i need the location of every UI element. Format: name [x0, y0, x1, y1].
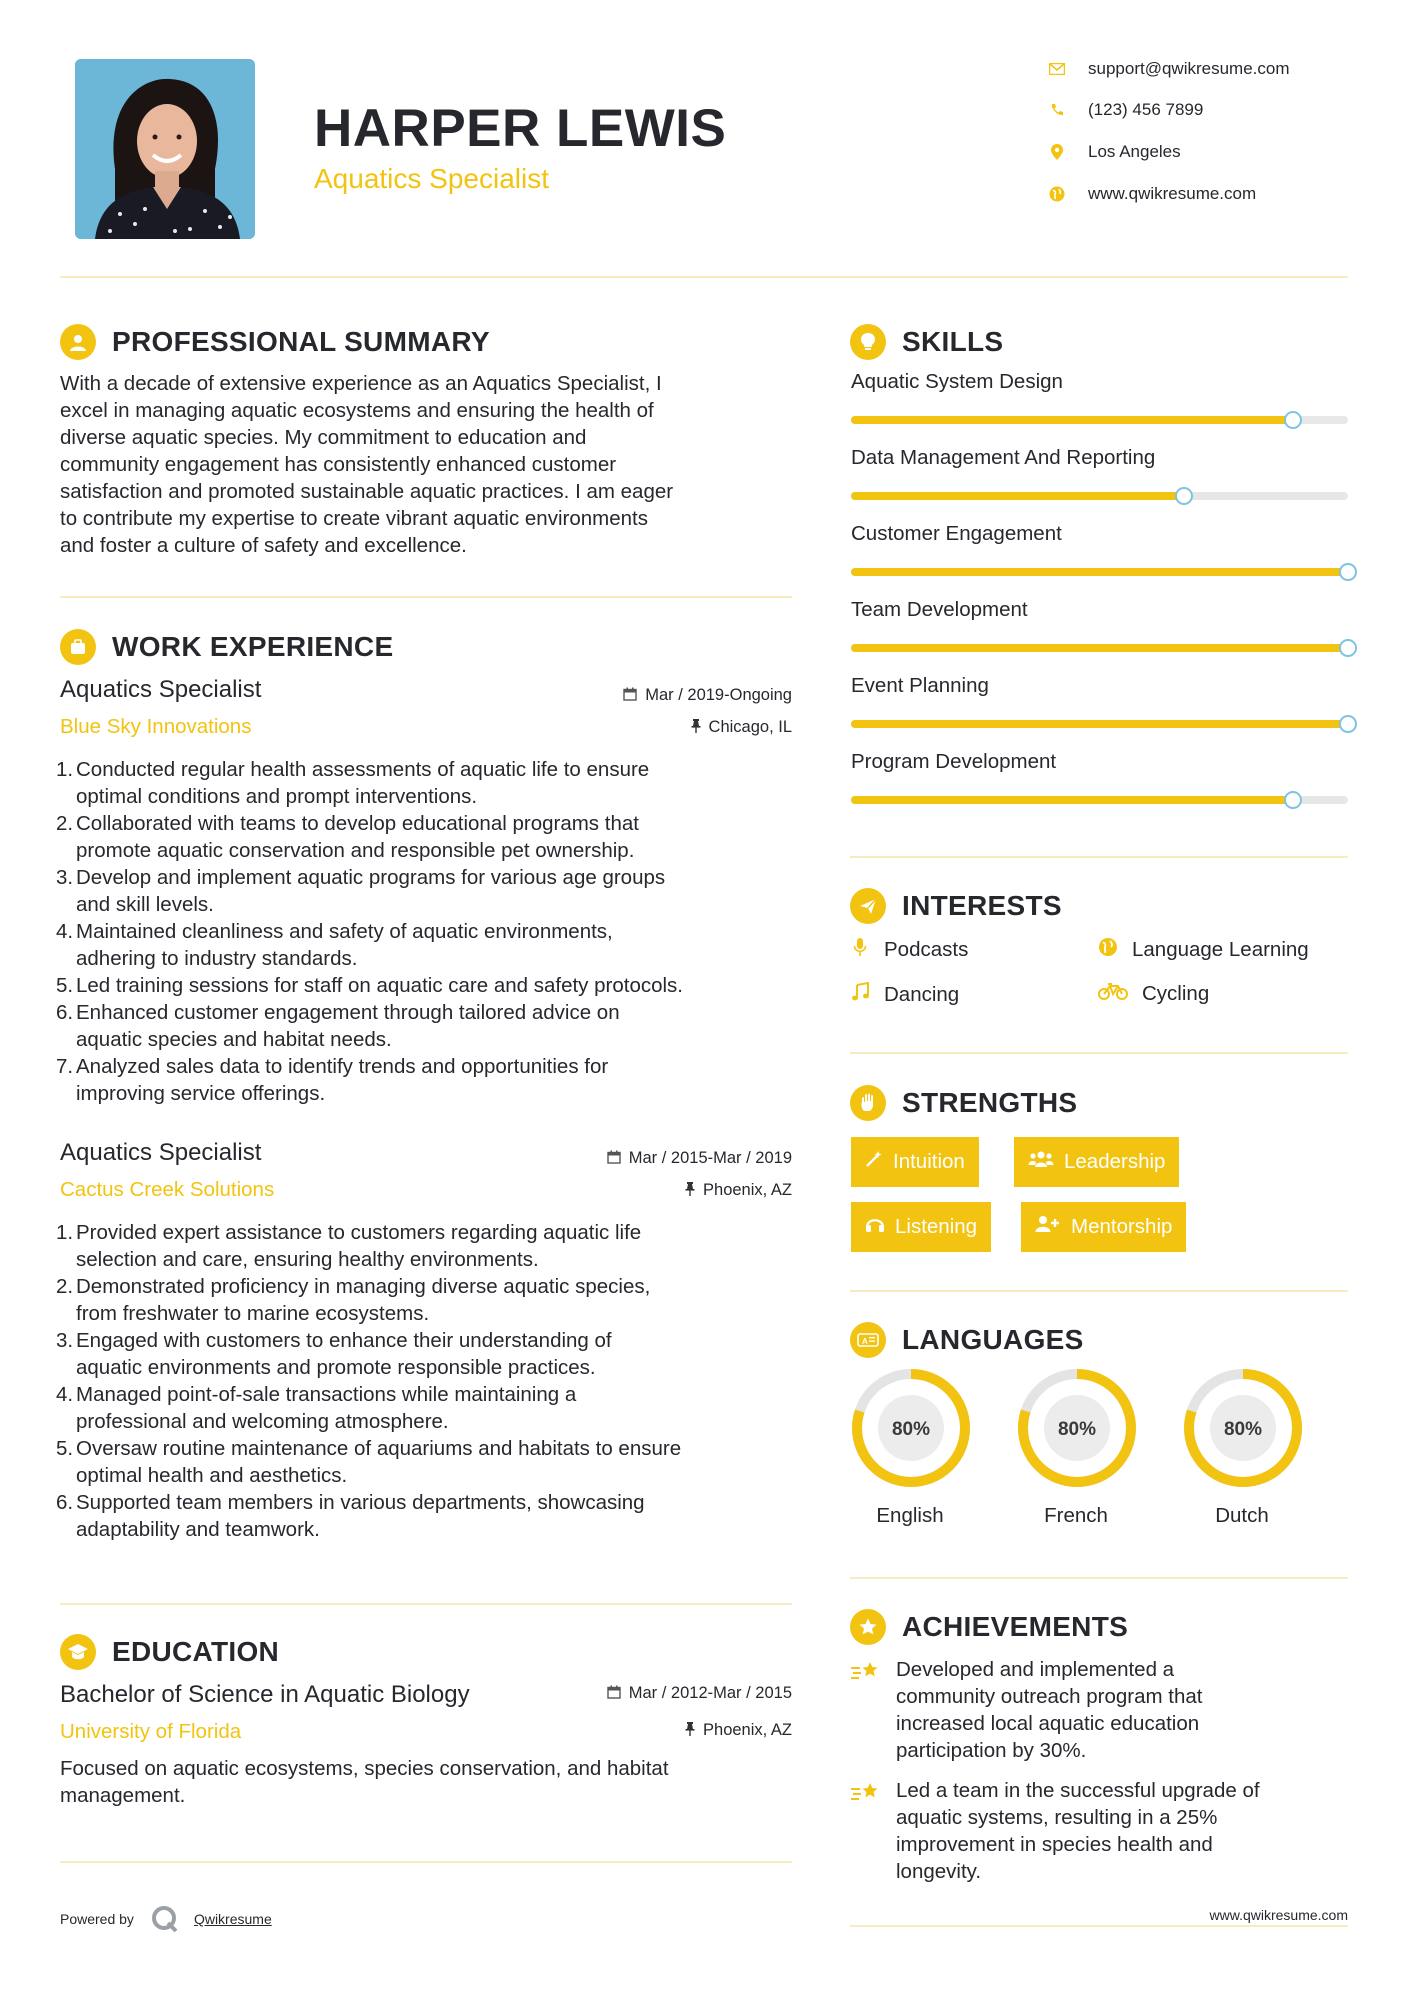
- job-title: Aquatics Specialist: [60, 676, 262, 703]
- footer-url[interactable]: www.qwikresume.com: [1209, 1907, 1348, 1923]
- summary-line: satisfaction and promoted sustainable aquatic practices. I am eager: [60, 480, 674, 503]
- skill-label: Data Management And Reporting: [851, 446, 1156, 469]
- pin-icon: [685, 1182, 695, 1199]
- list-item: 7. Analyzed sales data to identify trends and opportunities for improving service offerings.: [56, 1055, 609, 1105]
- candidate-role: Aquatics Specialist: [314, 163, 550, 194]
- strength-tag: [1021, 1202, 1186, 1252]
- skill-bar: [851, 720, 1348, 728]
- qwikresume-logo-icon: [150, 1904, 180, 1934]
- job-duties-list: [58, 756, 798, 1107]
- skill-bar: [851, 644, 1348, 652]
- calendar-icon: [607, 1150, 621, 1167]
- skill-item: [851, 674, 1348, 750]
- svg-text:A: A: [862, 1337, 868, 1346]
- mail-icon: [1046, 58, 1068, 80]
- strengths-header: [850, 1085, 1077, 1121]
- star-icon: [850, 1609, 886, 1645]
- briefcase-icon: [60, 629, 96, 665]
- globe-icon: [1046, 183, 1068, 205]
- interest-item: [850, 937, 968, 963]
- skill-bar-fill: [851, 416, 1293, 424]
- language-percent: 80%: [891, 1419, 931, 1440]
- languages-header: [850, 1322, 1084, 1358]
- phone-icon: [1046, 99, 1068, 121]
- strength-tag: [851, 1137, 979, 1187]
- job-date-text: Mar / 2019-Ongoing: [645, 686, 792, 704]
- skill-bar: [851, 568, 1348, 576]
- list-item: 2. Demonstrated proficiency in managing diverse aquatic species, from freshwater to marine ecosystems.: [56, 1275, 651, 1325]
- job-company: Blue Sky Innovations: [60, 715, 252, 738]
- graduation-cap-icon: [60, 1634, 96, 1670]
- list-item: 1. Conducted regular health assessments of aquatic life to ensure optimal conditions and prompt interventions.: [56, 758, 650, 808]
- powered-by-label: Powered by: [60, 1911, 134, 1927]
- strengths-divider: [850, 1290, 1348, 1292]
- strength-label: Leadership: [1064, 1150, 1166, 1173]
- language-ring: [850, 1367, 972, 1489]
- job-location-text: Phoenix, AZ: [703, 1181, 792, 1199]
- skill-bar-fill: [851, 644, 1348, 652]
- education-date: [540, 1684, 792, 1703]
- summary-title: PROFESSIONAL SUMMARY: [112, 326, 490, 357]
- skill-bar-knob: [1339, 715, 1357, 733]
- summary-line: and foster a culture of safety and excellence.: [60, 534, 467, 557]
- achievement-item: Developed and implemented a community outreach program that increased local aquatic education participation by 30%.: [850, 1656, 1203, 1764]
- summary-line: With a decade of extensive experience as an Aquatics Specialist, I: [60, 372, 662, 395]
- achievements-title: ACHIEVEMENTS: [902, 1611, 1129, 1642]
- skill-item: [851, 446, 1348, 522]
- summary-line: diverse aquatic species. My commitment to education and: [60, 426, 587, 449]
- job-date: [540, 1149, 792, 1168]
- magic-wand-icon: [865, 1150, 883, 1174]
- contact-location: [1046, 141, 1181, 163]
- skill-bar: [851, 796, 1348, 804]
- skill-bar-fill: [851, 720, 1348, 728]
- contact-location-text: Los Angeles: [1088, 142, 1181, 161]
- skill-bar-knob: [1339, 639, 1357, 657]
- language-item: [850, 1367, 972, 1528]
- skills-title: SKILLS: [902, 326, 1004, 357]
- skill-bar: [851, 492, 1348, 500]
- summary-divider: [60, 596, 792, 598]
- strength-tag: [851, 1202, 991, 1252]
- hand-icon: [850, 1085, 886, 1121]
- language-percent: 80%: [1057, 1419, 1097, 1440]
- candidate-name: HARPER LEWIS: [314, 99, 727, 158]
- experience-divider: [60, 1603, 792, 1605]
- interest-label: Cycling: [1142, 982, 1210, 1005]
- users-icon: [1028, 1150, 1054, 1174]
- education-date-text: Mar / 2012-Mar / 2015: [628, 1684, 792, 1702]
- summary-line: community engagement has consistently enhanced customer: [60, 453, 617, 476]
- globe-icon: [1098, 937, 1118, 963]
- interest-item: [1098, 937, 1309, 963]
- list-item: 4. Managed point-of-sale transactions while maintaining a professional and welcoming atmosphere.: [56, 1383, 577, 1433]
- list-item: 4. Maintained cleanliness and safety of aquatic environments, adhering to industry standards.: [56, 920, 613, 970]
- education-header: [60, 1634, 279, 1670]
- contact-website-text: www.qwikresume.com: [1088, 184, 1257, 203]
- strengths-title: STRENGTHS: [902, 1087, 1078, 1118]
- music-icon: [850, 982, 870, 1008]
- job-company: Cactus Creek Solutions: [60, 1178, 275, 1201]
- contact-email[interactable]: [1046, 58, 1290, 80]
- qwikresume-link[interactable]: Qwikresume: [193, 1911, 272, 1927]
- education-location-text: Phoenix, AZ: [703, 1721, 792, 1739]
- contact-phone-text: (123) 456 7899: [1088, 100, 1204, 119]
- job-title: Aquatics Specialist: [60, 1139, 262, 1166]
- summary-line: to contribute my expertise to create vibrant aquatic environments: [60, 507, 648, 530]
- skills-header: [850, 324, 1003, 360]
- language-item: [1016, 1367, 1138, 1528]
- shooting-star-icon: [850, 1656, 896, 1764]
- strength-label: Listening: [895, 1215, 978, 1238]
- language-percent: 80%: [1223, 1419, 1263, 1440]
- skill-bar-fill: [851, 796, 1293, 804]
- contact-phone[interactable]: [1046, 99, 1203, 121]
- language-ring: [1016, 1367, 1138, 1489]
- skill-bar-knob: [1284, 791, 1302, 809]
- strength-label: Mentorship: [1071, 1215, 1173, 1238]
- calendar-icon: [607, 1685, 621, 1702]
- skill-item: [851, 750, 1348, 826]
- language-ring: [1182, 1367, 1304, 1489]
- footer-divider: [850, 1925, 1348, 1927]
- education-description: Focused on aquatic ecosystems, species conservation, and habitat management.: [60, 1757, 669, 1807]
- languages-title: LANGUAGES: [902, 1324, 1084, 1355]
- contact-website[interactable]: [1046, 183, 1256, 205]
- interests-header: [850, 888, 1062, 924]
- skill-label: Event Planning: [851, 674, 989, 697]
- skill-bar-fill: [851, 568, 1348, 576]
- headphones-icon: [865, 1215, 885, 1239]
- job-location: [560, 1181, 792, 1200]
- language-label: English: [876, 1504, 944, 1527]
- skill-bar-knob: [1175, 487, 1193, 505]
- degree-title: Bachelor of Science in Aquatic Biology: [60, 1681, 470, 1708]
- skills-list: [851, 370, 1348, 826]
- skill-item: [851, 370, 1348, 446]
- list-item: 3. Develop and implement aquatic programs for various age groups and skill levels.: [56, 866, 666, 916]
- list-item: 1. Provided expert assistance to customers regarding aquatic life selection and care, ensuring healthy environments.: [56, 1221, 642, 1271]
- summary-text: [60, 370, 800, 559]
- school-name: University of Florida: [60, 1720, 242, 1743]
- shooting-star-icon: [850, 1777, 896, 1885]
- map-pin-icon: [1046, 141, 1068, 163]
- language-label: Dutch: [1215, 1504, 1269, 1527]
- microphone-icon: [850, 937, 870, 963]
- summary-line: excel in managing aquatic ecosystems and ensuring the health of: [60, 399, 654, 422]
- strength-label: Intuition: [893, 1150, 965, 1173]
- list-item: 5. Oversaw routine maintenance of aquariums and habitats to ensure optimal health and aesthetics.: [56, 1437, 682, 1487]
- language-icon: [850, 1322, 886, 1358]
- contact-email-text: support@qwikresume.com: [1088, 59, 1290, 78]
- skill-label: Aquatic System Design: [851, 370, 1063, 393]
- skill-label: Customer Engagement: [851, 522, 1062, 545]
- languages-divider: [850, 1577, 1348, 1579]
- job-location-text: Chicago, IL: [708, 718, 792, 736]
- user-plus-icon: [1035, 1215, 1061, 1239]
- interests-divider: [850, 1052, 1348, 1054]
- interest-item: [850, 982, 959, 1008]
- user-icon: [60, 324, 96, 360]
- achievement-item: Led a team in the successful upgrade of aquatic systems, resulting in a 25% improvement in species health and longevity.: [850, 1777, 1260, 1885]
- skill-bar-fill: [851, 492, 1184, 500]
- experience-header: [60, 629, 393, 665]
- interests-title: INTERESTS: [902, 890, 1062, 921]
- skill-label: Program Development: [851, 750, 1057, 773]
- job-date-text: Mar / 2015-Mar / 2019: [628, 1149, 792, 1167]
- list-item: 2. Collaborated with teams to develop educational programs that promote aquatic conservation and responsible pet ownership.: [56, 812, 639, 862]
- interest-label: Language Learning: [1132, 938, 1309, 961]
- skill-label: Team Development: [851, 598, 1028, 621]
- language-item: [1182, 1367, 1304, 1528]
- skill-item: [851, 598, 1348, 674]
- list-item: 6. Enhanced customer engagement through tailored advice on aquatic species and habitat needs.: [56, 1001, 620, 1051]
- language-label: French: [1044, 1504, 1108, 1527]
- interest-label: Dancing: [884, 983, 960, 1006]
- job-date: [560, 686, 792, 705]
- header-divider: [60, 276, 1348, 278]
- achievements-header: [850, 1609, 1128, 1645]
- interest-item: [1098, 982, 1209, 1006]
- paper-plane-icon: [850, 888, 886, 924]
- experience-title: WORK EXPERIENCE: [112, 631, 394, 662]
- skill-bar-knob: [1284, 411, 1302, 429]
- education-divider: [60, 1861, 792, 1863]
- pin-icon: [691, 719, 701, 736]
- powered-by: [60, 1904, 272, 1934]
- pin-icon: [685, 1722, 695, 1739]
- lightbulb-icon: [850, 324, 886, 360]
- list-item: 5. Led training sessions for staff on aquatic care and safety protocols.: [56, 974, 684, 997]
- job-location: [560, 718, 792, 737]
- skill-item: [851, 522, 1348, 598]
- summary-header: [60, 324, 490, 360]
- calendar-icon: [623, 687, 637, 704]
- job-duties-list: [58, 1219, 798, 1543]
- list-item: 3. Engaged with customers to enhance their understanding of aquatic environments and promote responsible practices.: [56, 1329, 612, 1379]
- skills-divider: [850, 856, 1348, 858]
- bicycle-icon: [1098, 982, 1128, 1006]
- skill-bar: [851, 416, 1348, 424]
- list-item: 6. Supported team members in various departments, showcasing adaptability and teamwork.: [56, 1491, 645, 1541]
- profile-photo: [75, 59, 255, 239]
- skill-bar-knob: [1339, 563, 1357, 581]
- interest-label: Podcasts: [884, 938, 969, 961]
- education-location: [560, 1721, 792, 1740]
- strength-tag: [1014, 1137, 1179, 1187]
- education-title: EDUCATION: [112, 1636, 280, 1667]
